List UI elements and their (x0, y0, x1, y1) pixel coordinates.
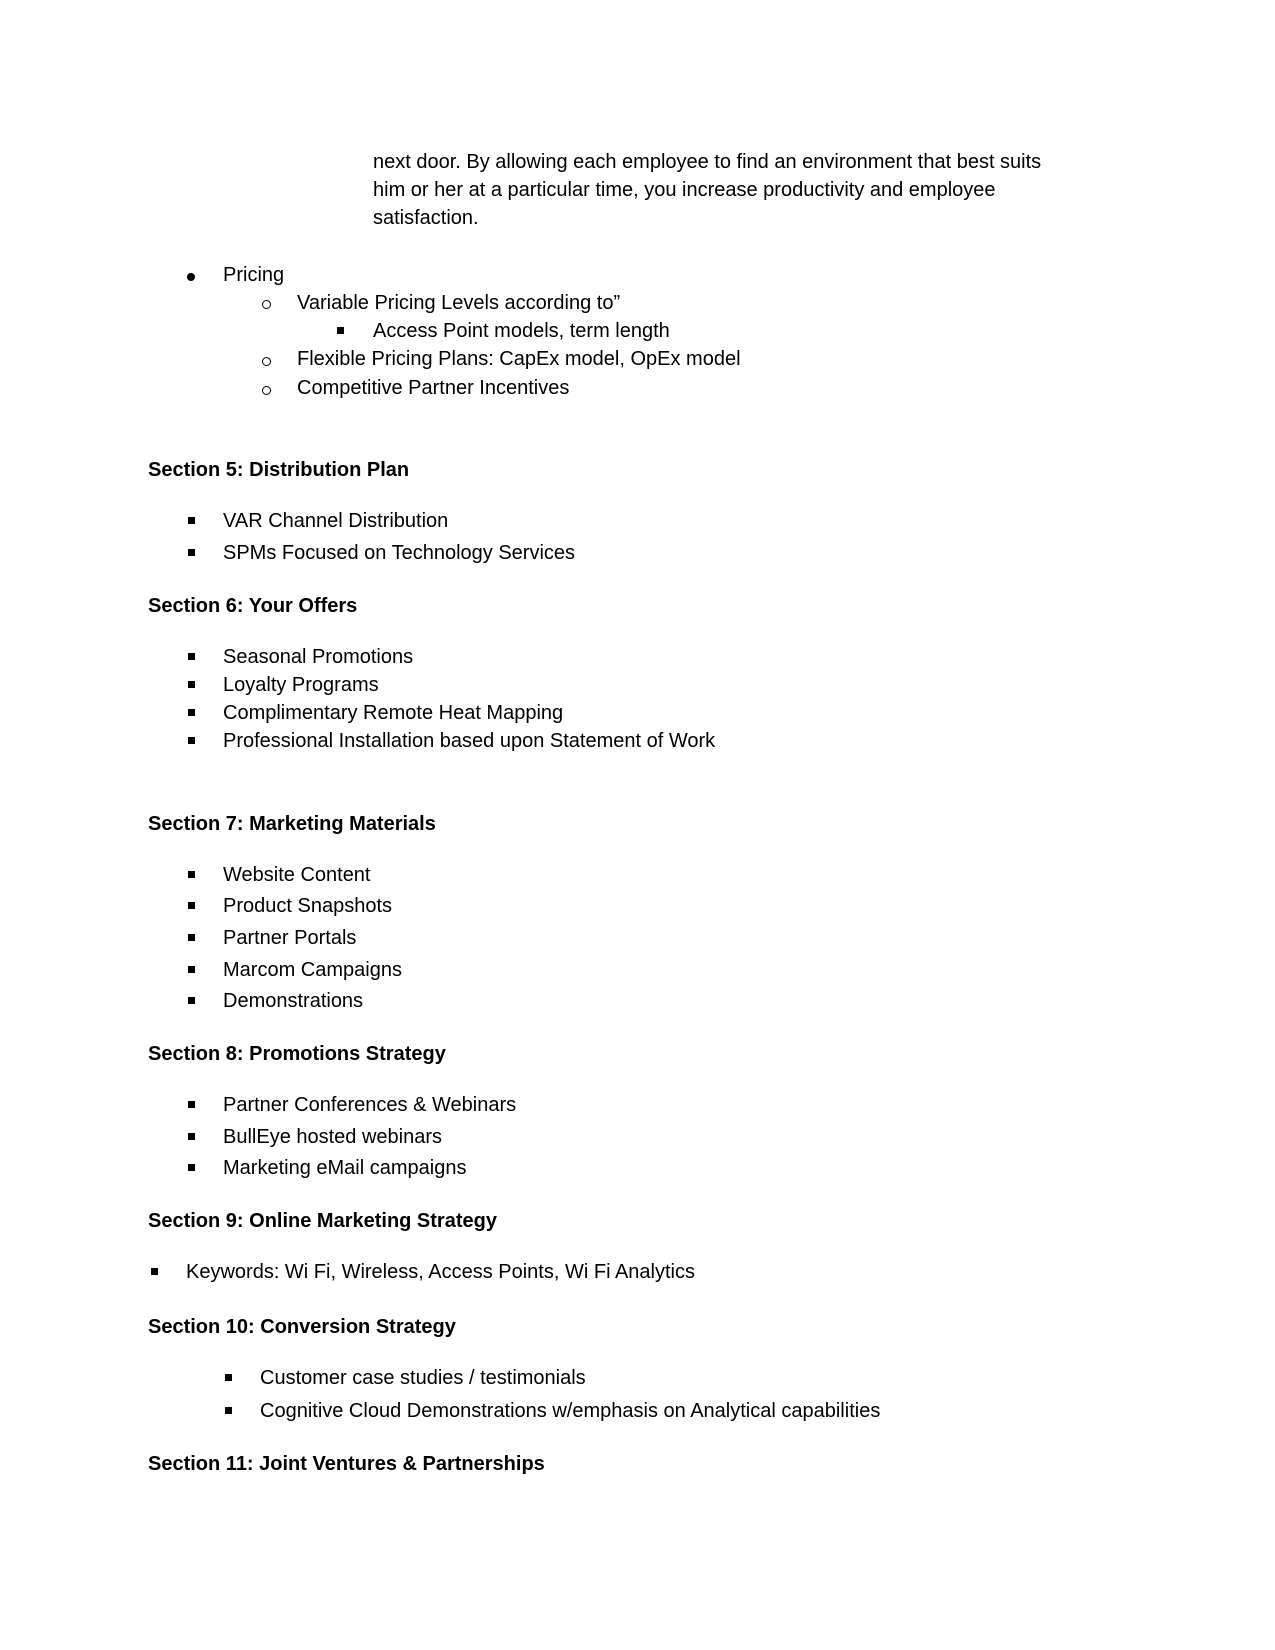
bullet-square-icon (188, 709, 195, 716)
bullet-square-icon (337, 327, 344, 334)
bullet-square-icon (188, 737, 195, 744)
list-item: Partner Portals (223, 927, 357, 949)
list-item: Competitive Partner Incentives (297, 377, 570, 399)
bullet-square-icon (188, 934, 195, 941)
bullet-square-icon (188, 681, 195, 688)
list-item: Demonstrations (223, 990, 364, 1012)
list-item: Access Point models, term length (373, 320, 670, 342)
list-item: SPMs Focused on Technology Services (223, 542, 576, 564)
section-heading: Section 5: Distribution Plan (148, 459, 410, 481)
bullet-square-icon (188, 1101, 195, 1108)
bullet-square-icon (188, 653, 195, 660)
list-item: Complimentary Remote Heat Mapping (223, 702, 564, 724)
intro-line: him or her at a particular time, you increase productivity and employee (373, 179, 996, 201)
list-item: Website Content (223, 864, 371, 886)
list-item: Product Snapshots (223, 895, 392, 917)
bullet-square-icon (188, 902, 195, 909)
section-heading: Section 9: Online Marketing Strategy (148, 1210, 497, 1232)
bullet-square-icon (188, 871, 195, 878)
section-heading: Section 10: Conversion Strategy (148, 1316, 456, 1338)
section-heading: Section 8: Promotions Strategy (148, 1043, 446, 1065)
bullet-square-icon (188, 997, 195, 1004)
bullet-circle-icon (262, 357, 271, 366)
bullet-square-icon (188, 1164, 195, 1171)
list-item: Variable Pricing Levels according to” (297, 292, 621, 314)
bullet-square-icon (188, 517, 195, 524)
bullet-square-icon (225, 1407, 232, 1414)
intro-line: next door. By allowing each employee to find an environment that best suits (373, 151, 1042, 173)
bullet-square-icon (188, 549, 195, 556)
list-item: VAR Channel Distribution (223, 510, 449, 532)
list-item: Cognitive Cloud Demonstrations w/emphasis on Analytical capabilities (260, 1400, 881, 1422)
list-item-pricing: Pricing (223, 264, 285, 286)
list-item: Professional Installation based upon Statement of Work (223, 730, 716, 752)
bullet-dot-icon (187, 273, 195, 281)
list-item: Customer case studies / testimonials (260, 1367, 586, 1389)
bullet-square-icon (188, 966, 195, 973)
section-heading: Section 6: Your Offers (148, 595, 358, 617)
section-heading: Section 7: Marketing Materials (148, 813, 436, 835)
bullet-square-icon (151, 1268, 158, 1275)
section-heading: Section 11: Joint Ventures & Partnerships (148, 1453, 545, 1475)
bullet-circle-icon (262, 300, 271, 309)
list-item: Keywords: Wi Fi, Wireless, Access Points, Wi Fi Analytics (186, 1261, 695, 1283)
bullet-square-icon (225, 1374, 232, 1381)
bullet-square-icon (188, 1133, 195, 1140)
list-item: Loyalty Programs (223, 674, 379, 696)
bullet-circle-icon (262, 386, 271, 395)
list-item: BullEye hosted webinars (223, 1126, 443, 1148)
list-item: Flexible Pricing Plans: CapEx model, OpEx model (297, 348, 741, 370)
list-item: Seasonal Promotions (223, 646, 414, 668)
list-item: Marcom Campaigns (223, 959, 402, 981)
list-item: Partner Conferences & Webinars (223, 1094, 517, 1116)
intro-line: satisfaction. (373, 207, 479, 229)
list-item: Marketing eMail campaigns (223, 1157, 467, 1179)
